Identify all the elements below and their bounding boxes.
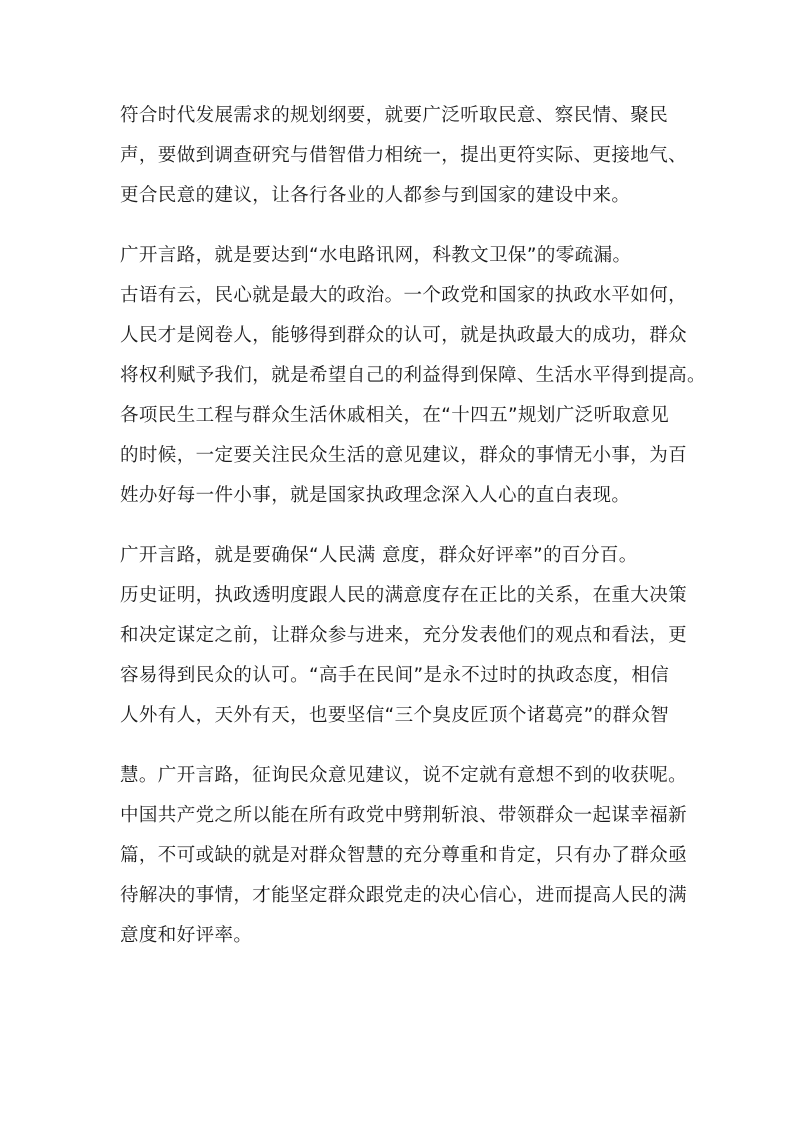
- paragraph-3-line-2: 历史证明，执政透明度跟人民的满意度存在正比的关系，在重大决策: [120, 585, 688, 606]
- paragraph-4-line-4: 待解决的事情，才能坚定群众跟党走的决心信心，进而提高人民的满: [120, 885, 688, 906]
- paragraph-1-line-1: 符合时代发展需求的规划纲要，就要广泛听取民意、察民情、聚民: [120, 105, 669, 126]
- paragraph-4-line-5: 意度和好评率。: [120, 925, 253, 946]
- paragraph-2-line-2: 古语有云，民心就是最大的政治。一个政党和国家的执政水平如何，: [120, 285, 688, 306]
- paragraph-3-line-5: 人外有人，天外有天，也要坚信“三个臭皮匠顶个诸葛亮”的群众智: [120, 705, 670, 726]
- paragraph-1-line-3: 更合民意的建议，让各行各业的人都参与到国家的建设中来。: [120, 185, 631, 206]
- paragraph-3-line-1: 广开言路，就是要确保“人民满 意度，群众好评率”的百分百。: [120, 545, 638, 566]
- paragraph-2-line-6: 的时候，一定要关注民众生活的意见建议，群众的事情无小事，为百: [120, 445, 688, 466]
- paragraph-1-line-2: 声，要做到调查研究与借智借力相统一，提出更符实际、更接地气、: [120, 145, 688, 166]
- paragraph-3-line-3: 和决定谋定之前，让群众参与进来，充分发表他们的观点和看法，更: [120, 625, 688, 646]
- paragraph-2-line-3: 人民才是阅卷人，能够得到群众的认可，就是执政最大的成功，群众: [120, 325, 688, 346]
- paragraph-4-line-1: 慧。广开言路，征询民众意见建议，说不定就有意想不到的收获呢。: [120, 765, 688, 786]
- paragraph-2-line-1: 广开言路，就是要达到“水电路讯网，科教文卫保”的零疏漏。: [120, 245, 632, 266]
- paragraph-2-line-5: 各项民生工程与群众生活休戚相关，在“十四五”规划广泛听取意见: [120, 405, 670, 426]
- paragraph-4-line-3: 篇，不可或缺的就是对群众智慧的充分尊重和肯定，只有办了群众亟: [120, 845, 688, 866]
- paragraph-3-line-4: 容易得到民众的认可。“高手在民间”是永不过时的执政态度，相信: [120, 665, 670, 686]
- paragraph-2-line-4: 将权利赋予我们，就是希望自己的利益得到保障、生活水平得到提高。: [120, 365, 706, 386]
- paragraph-2-line-7: 姓办好每一件小事，就是国家执政理念深入人心的直白表现。: [120, 485, 631, 506]
- paragraph-4-line-2: 中国共产党之所以能在所有政党中劈荆斩浪、带领群众一起谋幸福新: [120, 805, 688, 826]
